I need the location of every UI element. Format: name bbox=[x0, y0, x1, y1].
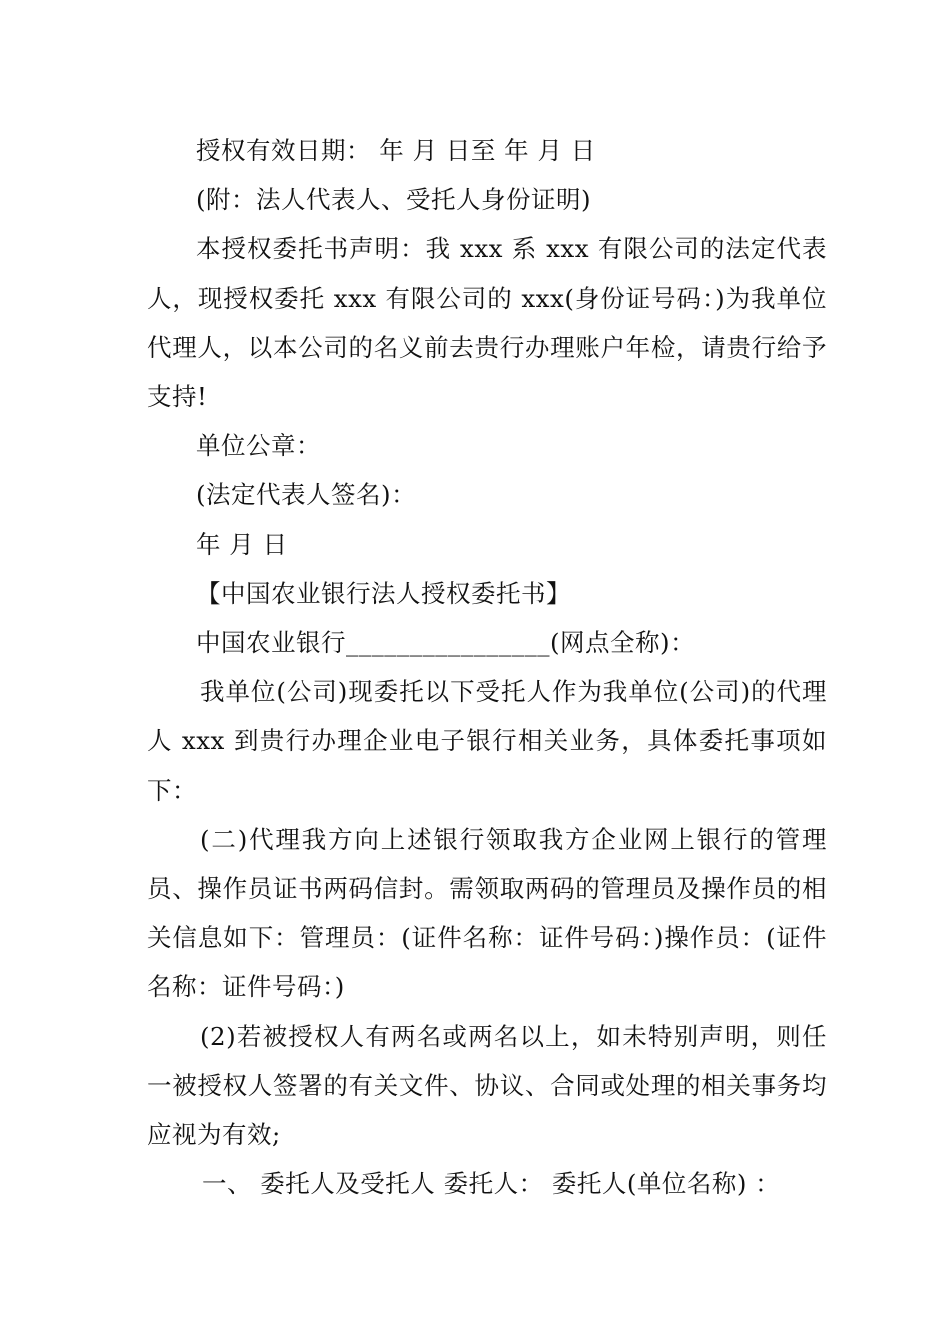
section-title: 【中国农业银行法人授权委托书】 bbox=[196, 578, 571, 608]
validity-date-line: 授权有效日期： 年 月 日至 年 月 日 bbox=[196, 136, 596, 165]
declaration-paragraph: 本授权委托书声明：我 xxx 系 xxx 有限公司的法定代表人，现授权委托 xxx 有限公司的 xxx(身份证号码：)为我单位代理人，以本公司的名义前去贵行办理账户年检，请贵行给予支持! bbox=[147, 234, 827, 412]
entrust-intro-paragraph: 我单位(公司)现委托以下受托人作为我单位(公司)的代理人 xxx 到贵行办理企业电子银行相关业务，具体委托事项如下： bbox=[147, 677, 827, 805]
company-seal-line: 单位公章： bbox=[196, 431, 321, 461]
item-2-paragraph: (2)若被授权人有两名或两名以上，如未特别声明，则任一被授权人签署的有关文件、协议、合同或处理的相关事务均应视为有效; bbox=[147, 1021, 827, 1150]
legal-rep-signature-line: (法定代表人签名)： bbox=[196, 480, 417, 510]
attachment-note: (附：法人代表人、受托人身份证明) bbox=[196, 185, 592, 215]
date-line: 年 月 日 bbox=[196, 529, 288, 559]
item-one-line: 一、 委托人及受托人 委托人： 委托人(单位名称) ： bbox=[202, 1169, 781, 1199]
document-body bbox=[147, 126, 827, 1208]
item-two-paragraph: (二)代理我方向上述银行领取我方企业网上银行的管理员、操作员证书两码信封。需领取两码的管理员及操作员的相关信息如下：管理员：(证件名称：证件号码：)操作员：(证件名称：证件号码：) bbox=[147, 824, 827, 1002]
addressee-line: 中国农业银行________________(网点全称)： bbox=[196, 628, 696, 658]
